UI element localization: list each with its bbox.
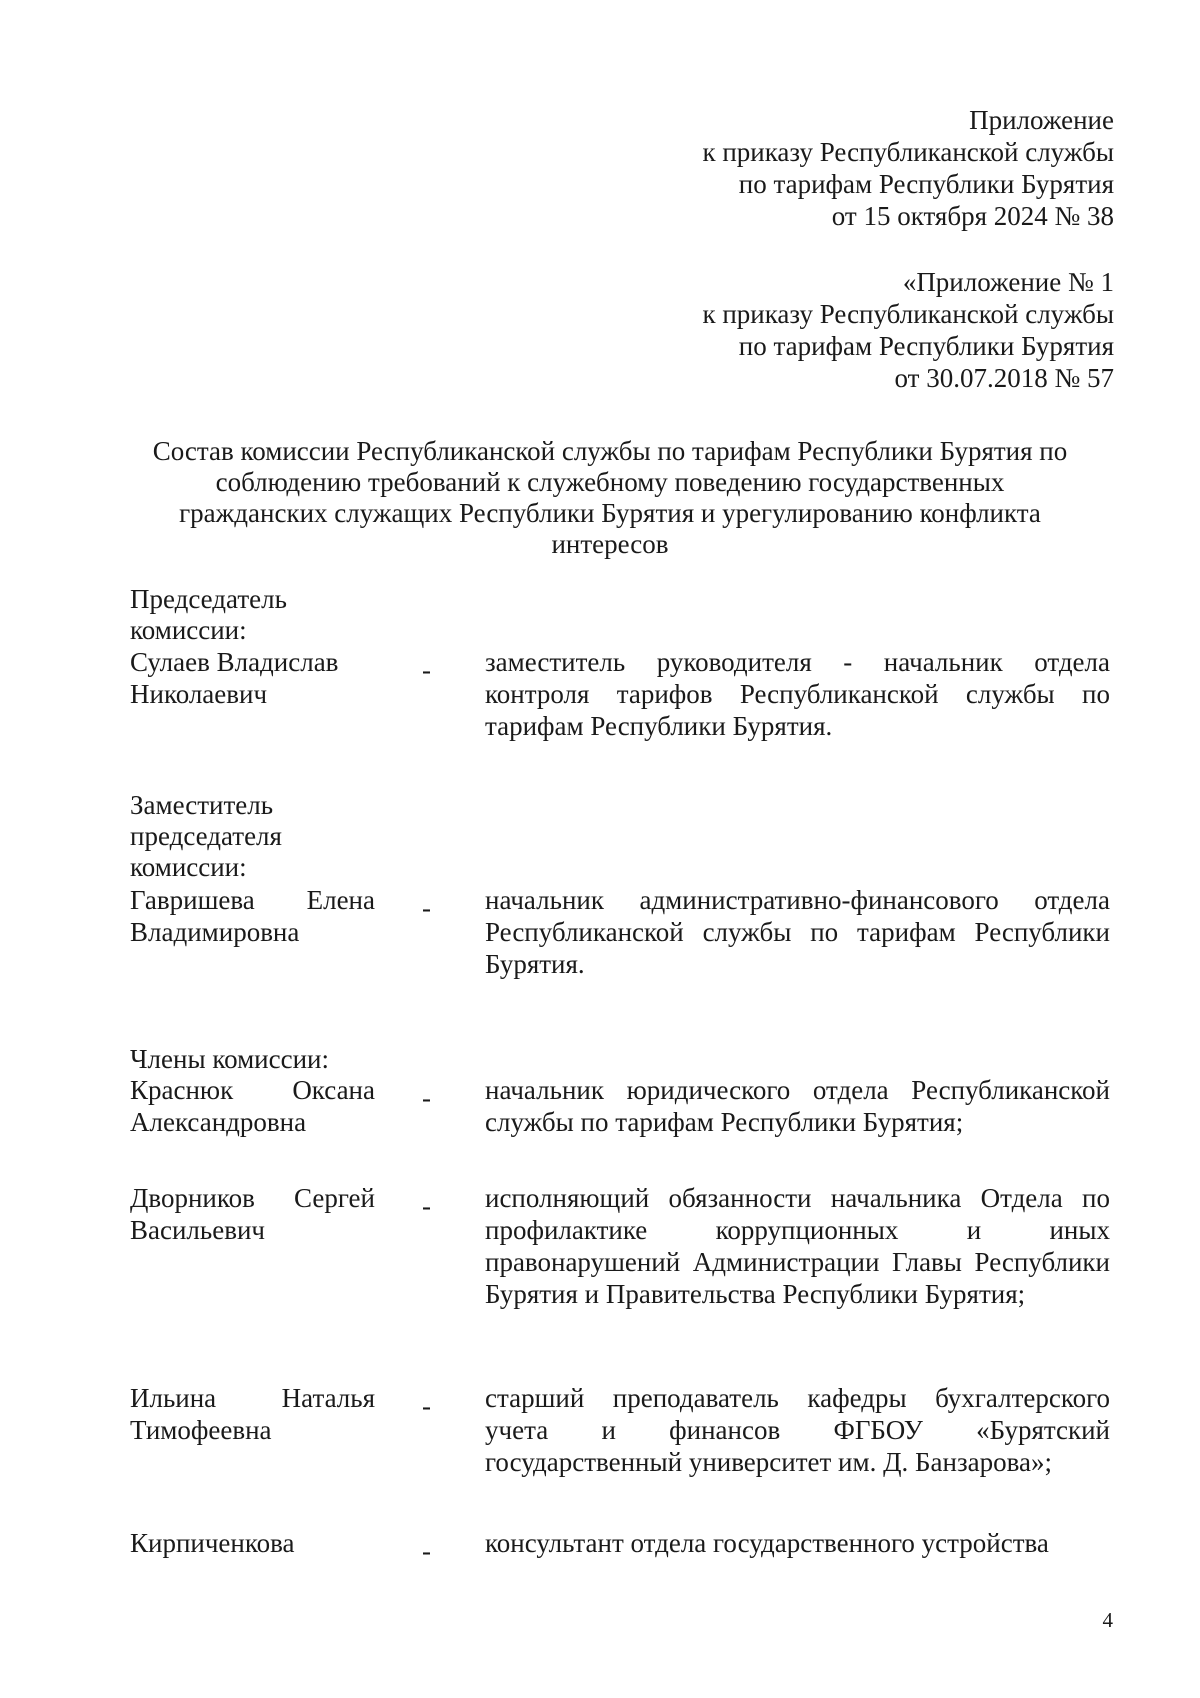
name-part: Елена (306, 885, 375, 915)
dash-separator: - (422, 655, 431, 685)
name-line (130, 1382, 375, 1414)
header-line: по тарифам Республики Бурятия (738, 169, 1114, 199)
name-part: Васильевич (130, 1215, 265, 1245)
title-line: интересов (551, 529, 669, 559)
name-part: Кирпиченкова (130, 1528, 295, 1558)
name-line (130, 1214, 375, 1246)
label-line: председателя (130, 821, 282, 851)
member-name (130, 1382, 375, 1446)
label-line: комиссии: (130, 852, 247, 882)
name-part: Тимофеевна (130, 1415, 272, 1445)
document-title (120, 436, 1100, 560)
members-label: Члены комиссии: (130, 1044, 329, 1074)
member-position: исполняющий обязанности начальника Отдела по профилактике коррупционных и иных правонарушений Администрации Главы Республики Бурятия и Правительства Республики Бурятия; (485, 1183, 1110, 1309)
name-part: Николаевич (130, 679, 268, 709)
label-line: комиссии: (130, 615, 247, 645)
name-part: Ильина (130, 1383, 217, 1413)
sub-header-line: по тарифам Республики Бурятия (738, 331, 1114, 361)
member-position: заместитель руководителя - начальник отдела контроля тарифов Республиканской службы по тарифам Республики Бурятия. (485, 647, 1110, 741)
name-part: Наталья (281, 1383, 375, 1413)
dash-separator: - (422, 1536, 431, 1566)
member-name (130, 884, 375, 948)
name-line (130, 884, 375, 916)
member-position: старший преподаватель кафедры бухгалтерского учета и финансов ФГБОУ «Бурятский государственный университет им. Д. Банзарова»; (485, 1383, 1110, 1477)
label-line: Председатель (130, 584, 287, 614)
member-position: консультант отдела государственного устройства (485, 1528, 1049, 1558)
title-line: Состав комиссии Республиканской службы по тарифам Республики Бурятия по (152, 436, 1068, 466)
name-part: Александровна (130, 1107, 307, 1137)
sub-header-line: «Приложение № 1 (902, 267, 1114, 297)
name-part: Сулаев Владислав (130, 647, 339, 677)
original-appendix-header (702, 266, 1114, 394)
member-name (130, 1527, 375, 1559)
name-part: Оксана (292, 1075, 375, 1105)
sub-header-line: от 30.07.2018 № 57 (894, 363, 1114, 393)
name-line (130, 678, 375, 710)
name-part: Сергей (294, 1183, 375, 1213)
member-position: начальник юридического отдела Республиканской службы по тарифам Республики Бурятия; (485, 1075, 1110, 1137)
name-line (130, 1074, 375, 1106)
name-line (130, 646, 375, 678)
member-name (130, 646, 375, 710)
header-line: от 15 октября 2024 № 38 (831, 201, 1114, 231)
member-name (130, 1182, 375, 1246)
dash-separator: - (422, 1083, 431, 1113)
dash-separator: - (422, 1391, 431, 1421)
name-part: Краснюк (130, 1075, 234, 1105)
deputy-label (130, 790, 282, 883)
page-number: 4 (1102, 1608, 1113, 1632)
sub-header-line: к приказу Республиканской службы (702, 299, 1114, 329)
name-line (130, 1414, 375, 1446)
dash-separator: - (422, 1191, 431, 1221)
chairman-label (130, 584, 287, 646)
header-line: к приказу Республиканской службы (702, 137, 1114, 167)
header-line: Приложение (969, 105, 1114, 135)
name-line (130, 1527, 375, 1559)
member-name (130, 1074, 375, 1138)
name-line (130, 1106, 375, 1138)
name-part: Дворников (130, 1183, 255, 1213)
order-appendix-header (702, 104, 1114, 232)
name-line (130, 916, 375, 948)
name-part: Владимировна (130, 917, 300, 947)
name-part: Гавришева (130, 885, 255, 915)
title-line: соблюдению требований к служебному поведению государственных (215, 467, 1005, 497)
dash-separator: - (422, 893, 431, 923)
member-position: начальник административно-финансового отдела Республиканской службы по тарифам Республики Бурятия. (485, 885, 1110, 979)
title-line: гражданских служащих Республики Бурятия и урегулированию конфликта (179, 498, 1041, 528)
name-line (130, 1182, 375, 1214)
label-line: Заместитель (130, 790, 274, 820)
